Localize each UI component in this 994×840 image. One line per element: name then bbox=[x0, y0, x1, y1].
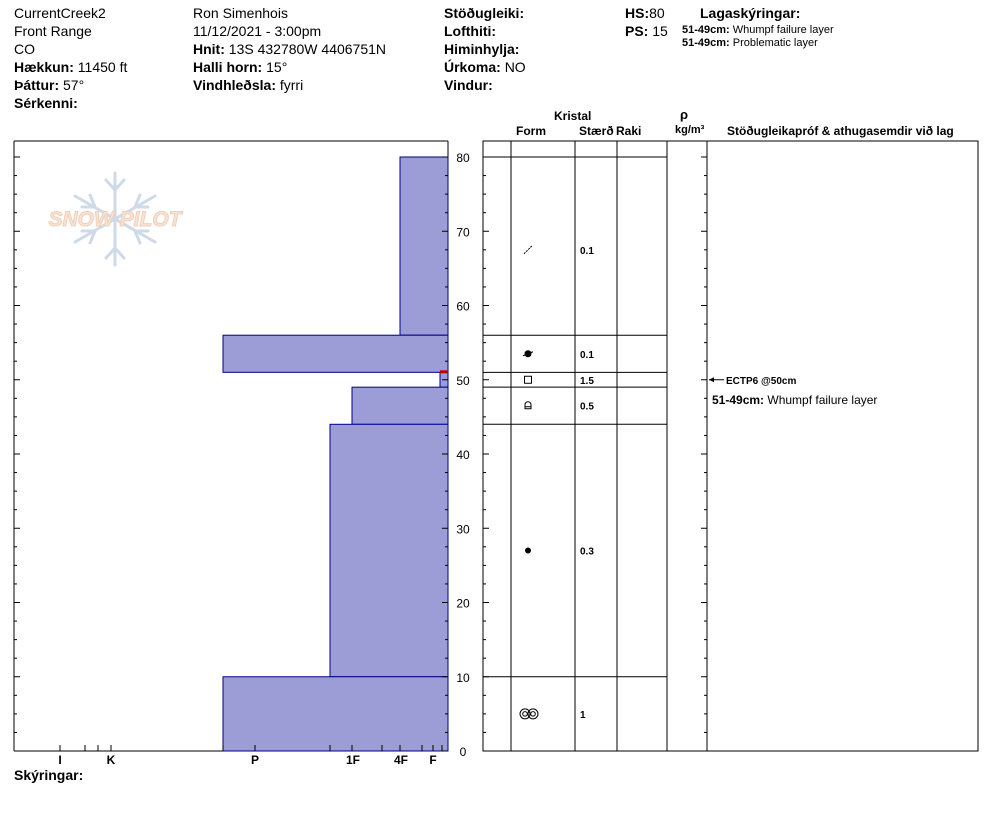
hardness-label-F: F bbox=[429, 753, 437, 767]
watermark-text: SNOW PILOT bbox=[48, 208, 182, 231]
layer-note-1-text: Whumpf failure layer bbox=[732, 24, 834, 36]
hardness-label-K: K bbox=[106, 753, 116, 767]
grain-size-0: 0.1 bbox=[580, 245, 594, 257]
test-result-0: ECTP6 @50cm bbox=[726, 375, 797, 387]
wind-label: Vindur: bbox=[444, 77, 493, 93]
wind-loading-label: Vindhleðsla: bbox=[193, 77, 276, 93]
aspect-value: 57° bbox=[63, 77, 85, 93]
precip-label: Úrkoma: bbox=[444, 59, 501, 75]
test-arrow-head-icon bbox=[709, 377, 714, 382]
glyph-inner-0 bbox=[523, 712, 528, 717]
special-label: Sérkenni: bbox=[14, 95, 78, 111]
grain-size-4: 0.3 bbox=[580, 546, 594, 558]
grain-size-1: 0.1 bbox=[580, 349, 594, 361]
slope-label: Halli horn: bbox=[193, 59, 263, 75]
glyph-inner-1 bbox=[531, 712, 536, 717]
depth-label-70: 70 bbox=[456, 225, 470, 240]
hs-label: HS: bbox=[625, 5, 650, 21]
form-glyph-rounded-faceted-icon bbox=[523, 350, 533, 357]
size-header: Stærð bbox=[579, 124, 614, 138]
hardness-label-I: I bbox=[58, 753, 62, 767]
depth-label-0: 0 bbox=[459, 745, 467, 759]
mountain-range: Front Range bbox=[14, 23, 92, 39]
aspect-label: Þáttur: bbox=[14, 77, 60, 93]
precip-value: NO bbox=[504, 59, 526, 75]
snowpilot-watermark bbox=[49, 173, 184, 265]
depth-label-60: 60 bbox=[456, 299, 470, 314]
depth-label-10: 10 bbox=[456, 670, 470, 685]
layer-table-content bbox=[520, 246, 594, 721]
elevation-label: Hækkun: bbox=[14, 59, 74, 75]
stability-tests bbox=[709, 376, 877, 407]
depth-label-30: 30 bbox=[456, 522, 470, 537]
hardness-bar-0 bbox=[400, 157, 448, 335]
layer-notes-title: Lagaskýringar: bbox=[700, 5, 801, 21]
glyph-square bbox=[525, 376, 532, 383]
ps-label: PS: bbox=[625, 23, 649, 39]
coords-label: Hnit: bbox=[193, 41, 225, 57]
legend-row bbox=[14, 766, 83, 784]
air-temp-label: Lofthiti: bbox=[444, 23, 497, 39]
form-glyph-rounded-icon bbox=[525, 548, 531, 554]
hardness-bar-3 bbox=[352, 387, 448, 424]
form-glyph-facets-icon bbox=[525, 376, 532, 383]
ps-value: 15 bbox=[652, 23, 668, 39]
hardness-label-4F: 4F bbox=[393, 753, 409, 767]
moisture-header: Raki bbox=[616, 124, 642, 138]
sky-label: Himinhylja: bbox=[444, 41, 520, 57]
hardness-bars bbox=[223, 157, 448, 751]
layer-comment-0 bbox=[712, 393, 877, 407]
glyph-line bbox=[524, 246, 532, 254]
hardness-bar-5 bbox=[223, 677, 448, 751]
depth-label-40: 40 bbox=[456, 448, 470, 462]
grain-size-3: 0.5 bbox=[580, 401, 594, 413]
layer-note-1-range: 51-49cm: bbox=[682, 24, 730, 36]
legend-label: Skýringar: bbox=[14, 767, 84, 783]
site-name: CurrentCreek2 bbox=[14, 5, 106, 21]
glyph-arch bbox=[525, 402, 531, 409]
form-header: Form bbox=[516, 124, 546, 138]
form-glyph-decomposing-icon bbox=[524, 246, 532, 254]
hardness-label-1F: 1F bbox=[345, 753, 361, 767]
tests-header: Stöðugleikapróf & athugasemdir við lag bbox=[727, 124, 954, 138]
glyph-dot bbox=[525, 548, 531, 554]
table-depth-ticks bbox=[483, 157, 707, 751]
layer-table-frame bbox=[483, 141, 978, 751]
wind-loading-value: fyrri bbox=[279, 77, 304, 93]
layer-comment-range: 51-49cm: bbox=[712, 392, 768, 407]
depth-axis-labels bbox=[456, 151, 470, 759]
hardness-label-P: P bbox=[250, 753, 260, 767]
depth-label-80: 80 bbox=[456, 151, 470, 165]
density-symbol: ρ bbox=[680, 107, 689, 122]
grain-size-5: 1 bbox=[580, 709, 586, 721]
state: CO bbox=[14, 41, 35, 57]
slope-value: 15° bbox=[266, 59, 288, 75]
observer-name: Ron Simenhois bbox=[193, 5, 288, 21]
failure-layer-marker bbox=[440, 370, 448, 373]
form-glyph-faceted-rounded-icon bbox=[525, 402, 531, 409]
depth-label-50: 50 bbox=[456, 373, 470, 388]
crystal-header: Kristal bbox=[554, 109, 592, 123]
hardness-bar-4 bbox=[330, 424, 448, 676]
layer-note-2-text: Problematic layer bbox=[732, 37, 818, 49]
density-unit: kg/m³ bbox=[675, 124, 705, 136]
grain-size-2: 1.5 bbox=[580, 375, 594, 387]
stability-label: Stöðugleiki: bbox=[444, 5, 525, 21]
hs-value: 80 bbox=[649, 5, 665, 21]
elevation-value: 11450 ft bbox=[77, 59, 128, 75]
layer-note-2-range: 51-49cm: bbox=[682, 37, 730, 49]
layer-comment-text: Whumpf failure layer bbox=[767, 392, 878, 407]
coords-value: 13S 432780W 4406751N bbox=[228, 41, 387, 57]
hardness-bar-1 bbox=[223, 335, 448, 372]
observation-datetime: 11/12/2021 - 3:00pm bbox=[193, 23, 322, 39]
form-glyph-melt-freeze-icon bbox=[520, 709, 538, 719]
depth-label-20: 20 bbox=[456, 596, 470, 611]
